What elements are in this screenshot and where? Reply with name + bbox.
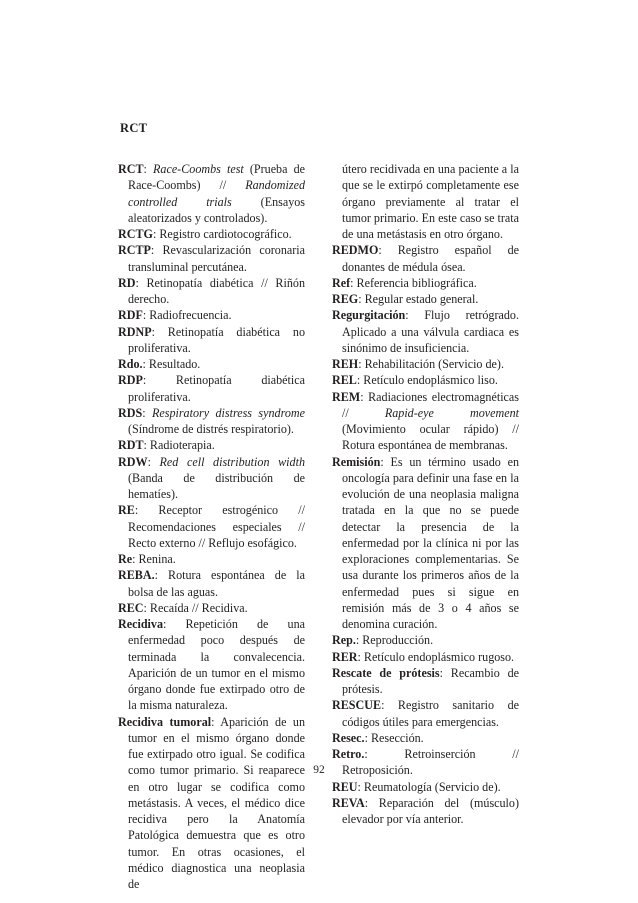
entry-definition: : Revascularización coronaria transluminal percutánea. [128,243,305,274]
entry-definition: : Registro cardiotocográfico. [152,227,292,241]
glossary-entry [332,779,519,795]
entry-definition: : Recambio de prótesis. [342,665,519,696]
entry-term: REH [332,357,359,371]
entry-definition: : Retinopatía diabética no proliferativa. [128,324,305,355]
glossary-entry [118,161,305,226]
entry-foreign-term: Respiratory distress syndrome [151,405,305,420]
glossary-entry [118,372,305,405]
glossary-entry [332,242,519,275]
entry-definition: : Reparación del (músculo) elevador por vía anterior. [342,795,519,826]
glossary-entry [332,275,519,291]
glossary-entry [332,389,519,454]
entry-term: Remisión [332,454,381,469]
glossary-entry [332,356,519,372]
entry-term: REC [118,600,144,615]
glossary-entry [118,714,305,893]
entry-definition: (Movimiento ocular rápido) // Rotura espontánea de membranas. [342,422,519,453]
entry-term: Regurgitación [332,308,406,323]
entry-definition: : Resultado. [142,357,201,371]
entry-definition: (Ensayos aleatorizados y controlados). [128,194,305,225]
entry-term: Recidiva [118,617,164,631]
entry-definition: : Resección. [364,730,424,745]
entry-definition: : Retículo endoplásmico liso. [356,373,498,388]
glossary-entry [332,291,519,307]
entry-definition: : Retinopatía diabética proliferativa. [128,373,305,404]
glossary-entry [118,226,305,242]
right-column [332,161,519,827]
entry-term: RDS [118,405,143,420]
entry-term: REVA [332,795,365,810]
glossary-entry [332,649,519,665]
entry-definition: : Retículo endoplásmico rugoso. [357,649,515,664]
entry-term: RE [118,503,135,518]
entry-definition: : Reproducción. [355,633,434,648]
entry-definition: : Rehabilitación (Servicio de). [358,357,504,371]
entry-term: Re [118,552,133,566]
entry-term: RDF [118,308,143,323]
entry-definition: : Regular estado general. [358,292,479,306]
entry-definition: : Aparición de un tumor en el mismo órgano donde fue extirpado otro igual. Se codifica como tumor primario. Si reaparece en otro lugar se codifica como metástasis. A veces, el médico dice recidiva pero la Anatomía Patológica demuestra que es otro tumor. En otras ocasiones, el médico diagnostica una neoplasia de [128,714,305,891]
entry-term: RDW [118,454,148,469]
entry-definition: : Retinopatía diabética // Riñón derecho. [128,275,305,306]
entry-foreign-term: Rapid-eye movement [384,405,519,420]
glossary-entry [118,405,305,438]
glossary-entry [332,632,519,648]
entry-term: REBA. [118,568,155,583]
entry-term: REL [332,373,357,388]
entry-term: RDT [118,438,144,453]
entry-definition: : Flujo retrógrado. Aplicado a una válvula cardiaca es sinónimo de insuficiencia. [342,308,519,355]
entry-term: RDNP [118,324,152,339]
running-head: RCT [120,121,148,135]
entry-definition: : Registro español de donantes de médula ósea. [342,243,519,274]
entry-definition: : Radioterapia. [143,438,215,453]
entry-term: RD [118,275,136,290]
glossary-entry [332,730,519,746]
entry-term: RCTP [118,243,151,258]
entry-definition: : Renina. [132,552,176,566]
glossary-entry [332,454,519,633]
entry-definition: (Banda de distribución de hematíes). [128,470,305,501]
glossary-entry [118,356,305,372]
entry-term: Rdo. [118,357,143,371]
entry-term: REU [332,779,358,794]
entry-term: RCT [118,162,144,176]
entry-definition: útero recidivada en una paciente a la que se le extirpó completamente ese órgano previamente al tratar el tumor primario. En este caso se trata de una metástasis en otro órgano. [342,162,519,241]
left-column [118,161,305,892]
entry-definition: : Es un término usado en oncología para definir una fase en la evolución de una neoplasia maligna tratada en la que no se puede detectar la presencia de la enfermedad por la clínica ni por las exploraciones complementarias. Se usa durante los primeros años de la enfermedad pues si sigue en remisión más de 3 o 4 años se denomina curación. [342,454,519,631]
glossary-entry [118,324,305,357]
glossary-entry [332,307,519,356]
glossary-entry [332,697,519,730]
entry-term: REM [332,389,361,404]
entry-definition: : Referencia bibliográfica. [350,275,477,290]
glossary-entry [118,502,305,551]
glossary-entry [118,307,305,323]
entry-definition: : [142,405,152,420]
glossary-entry [118,437,305,453]
entry-term: Ref [332,275,351,290]
entry-definition: : Rotura espontánea de la bolsa de las aguas. [128,568,305,599]
entry-term: RCTG [118,227,153,241]
entry-foreign-term: Randomized controlled trials [128,178,305,209]
glossary-entry [332,372,519,388]
entry-definition: (Prueba de Race-Coombs) // [128,162,305,193]
glossary-entry [332,795,519,828]
glossary-entry [118,454,305,503]
entry-foreign-term: Red cell distribution width [159,454,305,469]
entry-term: RESCUE [332,698,382,713]
entry-term: Resec. [332,730,365,745]
entry-definition: : Reumatología (Servicio de). [357,779,501,794]
entry-definition: : Radiaciones electromagnéticas // [342,389,519,420]
entry-definition: : [143,162,154,176]
glossary-entry [118,600,305,616]
entry-term: Rep. [332,633,356,648]
glossary-entry [332,161,519,242]
entry-definition: (Síndrome de distrés respiratorio). [128,422,294,436]
page-number: 92 [313,764,325,776]
entry-definition: : Radiofrecuencia. [142,308,232,323]
glossary-entry [332,665,519,698]
glossary-entry [118,275,305,308]
entry-definition: : Receptor estrogénico // Recomendaciones especiales // Recto externo // Reflujo esofágico. [128,503,305,550]
entry-term: Recidiva tumoral [118,714,212,729]
entry-definition: : Registro sanitario de códigos útiles para emergencias. [342,698,519,729]
entry-term: Rescate de prótesis [332,665,440,680]
entry-definition: : Recaída // Recidiva. [143,600,248,615]
glossary-entry [118,616,305,714]
entry-term: RER [332,649,358,664]
glossary-entry [118,551,305,567]
entry-definition: : Repetición de una enfermedad poco después de terminada la convalecencia. Aparición de un tumor en el mismo órgano donde fue extirpado otro de la misma naturaleza. [128,617,305,713]
glossary-entry [118,242,305,275]
entry-definition: : Retroinserción // Retroposición. [342,747,519,778]
entry-term: REG [332,292,359,306]
entry-term: Retro. [332,747,365,761]
entry-term: REDMO [332,243,379,258]
entry-foreign-term: Race-Coombs test [153,162,244,176]
glossary-entry [118,567,305,600]
entry-definition: : [147,454,160,469]
entry-term: RDP [118,373,143,388]
